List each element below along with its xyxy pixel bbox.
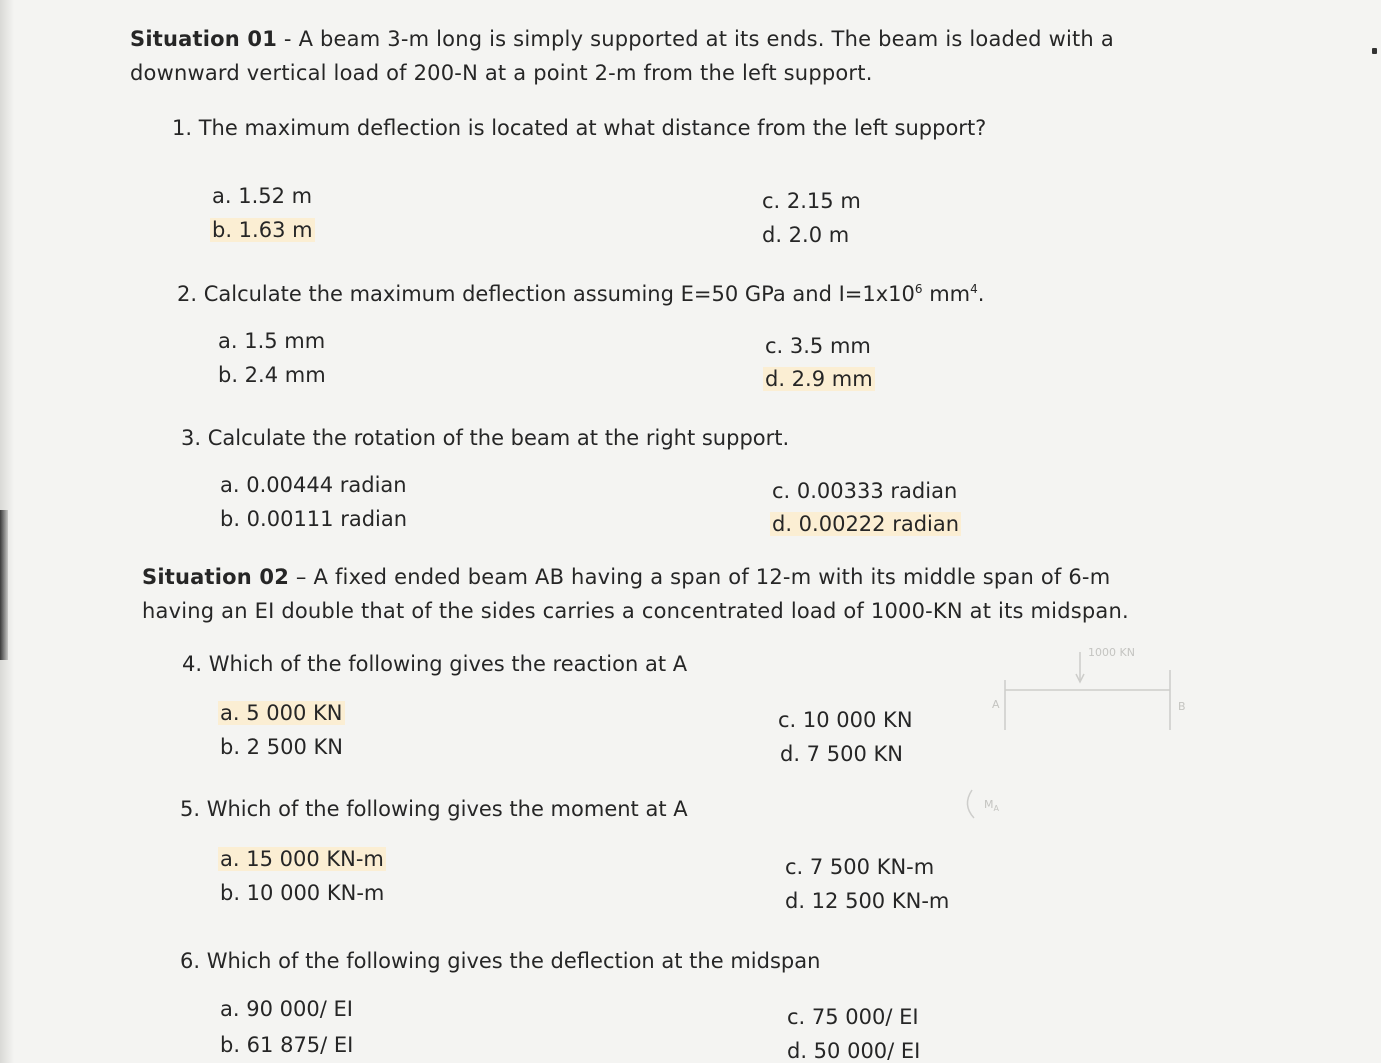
situation-01 — [130, 22, 1360, 90]
question-5: 5. Which of the following gives the moment at A — [180, 797, 688, 821]
page-edge-dark — [0, 510, 8, 660]
q6-option-d: d. 50 000/ EI — [787, 1039, 921, 1063]
q2-option-b: b. 2.4 mm — [218, 363, 326, 387]
sketch-moment-arc — [967, 790, 974, 818]
q6-option-a: a. 90 000/ EI — [220, 997, 353, 1021]
sketch-label-b: B — [1178, 700, 1186, 713]
situation-02-label: Situation 02 — [142, 565, 290, 589]
q5-option-b: b. 10 000 KN-m — [220, 881, 385, 905]
question-3: 3. Calculate the rotation of the beam at the right support. — [181, 426, 790, 450]
q1-option-d: d. 2.0 m — [762, 223, 850, 247]
q2-option-c: c. 3.5 mm — [765, 334, 871, 358]
q2-option-a: a. 1.5 mm — [218, 329, 326, 353]
q5-option-d: d. 12 500 KN-m — [785, 889, 950, 913]
q5-option-a: a. 15 000 KN-m — [220, 847, 384, 871]
q6-option-c: c. 75 000/ EI — [787, 1005, 919, 1029]
q4-option-b: b. 2 500 KN — [220, 735, 343, 759]
situation-02-line1: Situation 02 – A fixed ended beam AB having a span of 12-m with its middle span of 6-m — [142, 565, 1111, 589]
q3-option-b: b. 0.00111 radian — [220, 507, 408, 531]
ink-mark — [1372, 48, 1377, 54]
q1-option-a: a. 1.52 m — [212, 184, 313, 208]
q4-option-d: d. 7 500 KN — [780, 742, 903, 766]
situation-01-label: Situation 01 — [130, 27, 278, 51]
question-2: 2. Calculate the maximum deflection assuming E=50 GPa and $I=1x10^6$ $mm^4$. — [177, 282, 985, 306]
situation-02 — [142, 560, 1372, 628]
q3-option-c: c. 0.00333 radian — [772, 479, 958, 503]
sketch-moment-label: $M_A$ — [984, 798, 999, 813]
q1-option-c: c. 2.15 m — [762, 189, 861, 213]
question-1: 1. The maximum deflection is located at what distance from the left support? — [172, 116, 987, 140]
q3-option-a: a. 0.00444 radian — [220, 473, 407, 497]
q1-option-b: b. 1.63 m — [212, 218, 313, 242]
sketch-load-label: 1000 KN — [1088, 646, 1135, 659]
q4-option-c: c. 10 000 KN — [778, 708, 913, 732]
beam-sketch — [960, 640, 1200, 840]
question-6: 6. Which of the following gives the deflection at the midspan — [180, 949, 821, 973]
situation-01-line1: Situation 01 - A beam 3-m long is simply supported at its ends. The beam is loaded with a — [130, 27, 1114, 51]
q3-option-d: d. 0.00222 radian — [772, 512, 960, 536]
situation-01-line2: downward vertical load of 200-N at a point 2-m from the left support. — [130, 61, 873, 85]
q5-option-c: c. 7 500 KN-m — [785, 855, 935, 879]
q6-option-b: b. 61 875/ EI — [220, 1033, 354, 1057]
q4-option-a: a. 5 000 KN — [220, 701, 343, 725]
q2-option-d: d. 2.9 mm — [765, 367, 873, 391]
situation-02-line2: having an EI double that of the sides carries a concentrated load of 1000-KN at its midspan. — [142, 599, 1129, 623]
question-4: 4. Which of the following gives the reaction at A — [182, 652, 688, 676]
sketch-label-a: A — [992, 698, 1000, 711]
